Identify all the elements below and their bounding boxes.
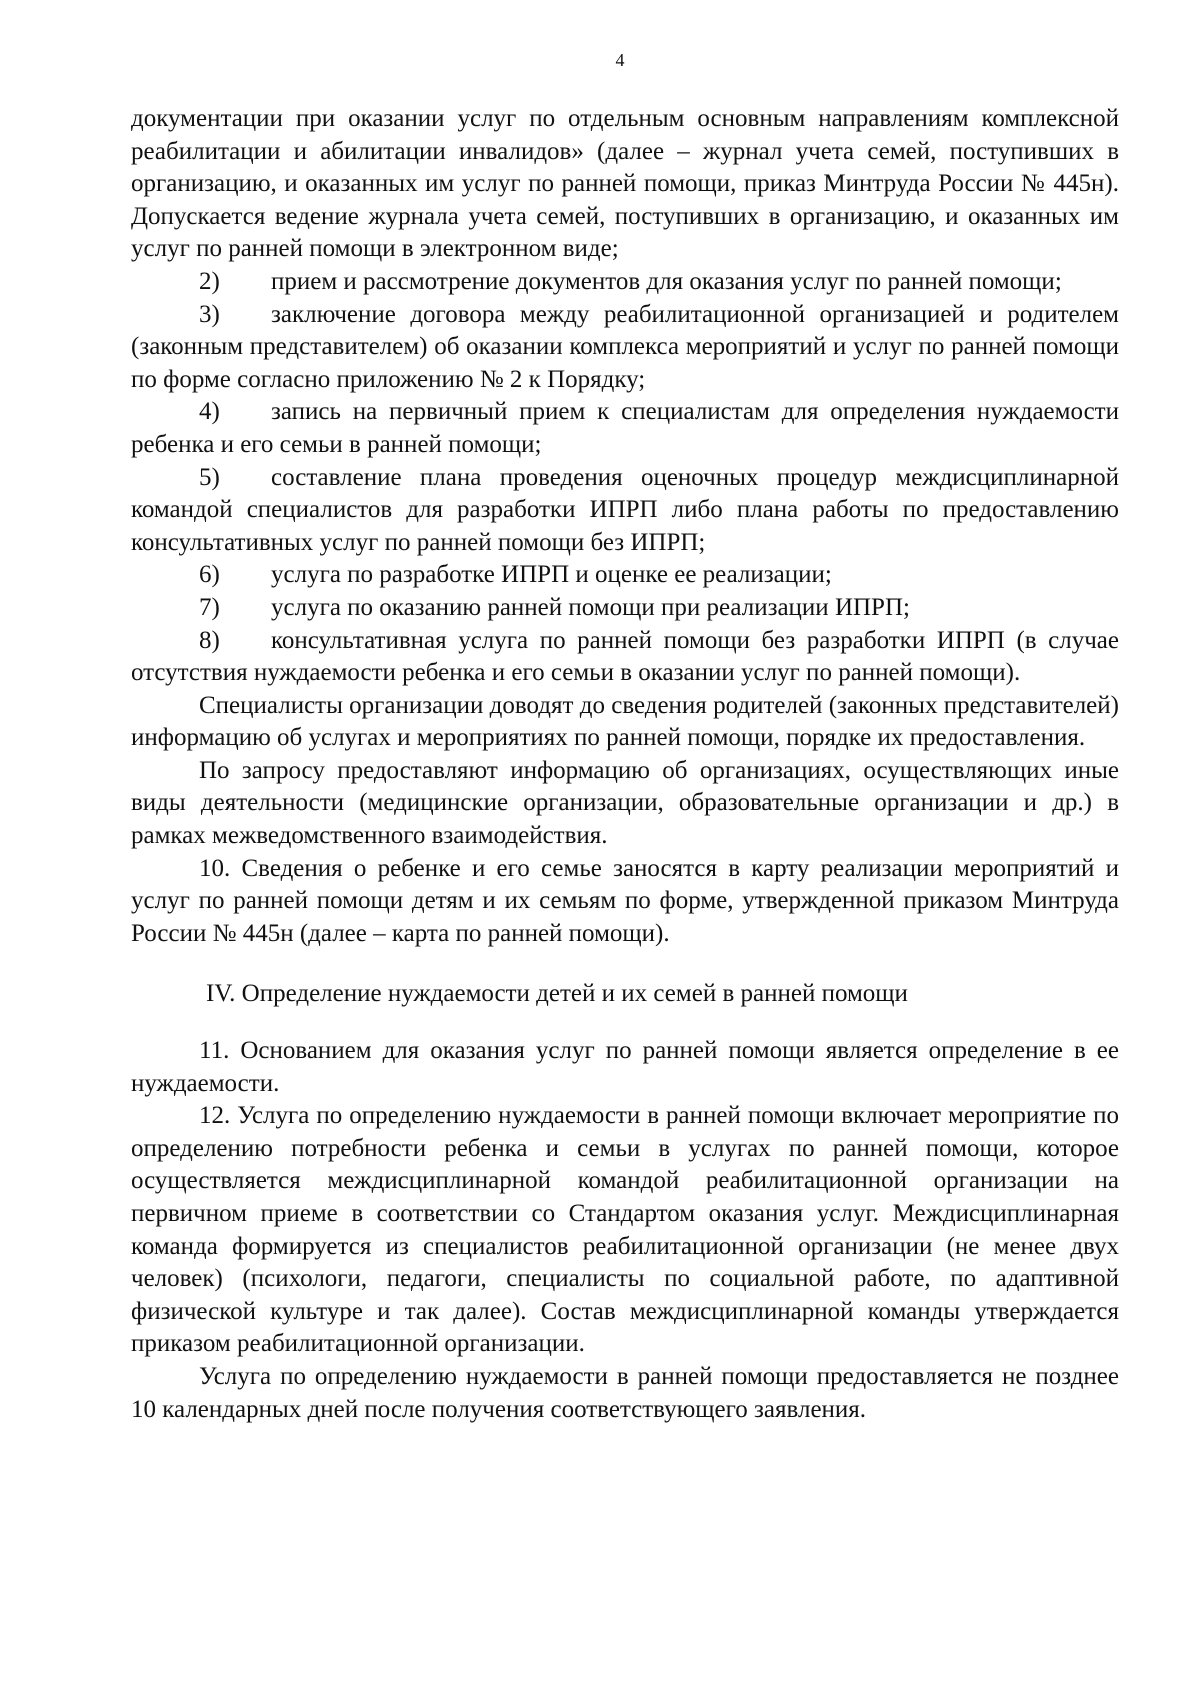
- list-item-text: заключение договора между реабилитационной организацией и родителем (законным представителем) об оказании комплекса мероприятий и услуг по ранней помощи по форме согласно приложению № 2 к Порядку;: [131, 300, 1119, 393]
- list-item-number: 6): [199, 561, 220, 589]
- document-body: [131, 103, 1119, 1426]
- list-item-text: запись на первичный прием к специалистам для определения нуждаемости ребенка и его семьи в ранней помощи;: [131, 398, 1119, 458]
- paragraph: Специалисты организации доводят до сведения родителей (законных представителей) информацию об услугах и мероприятиях по ранней помощи, порядке их предоставления.: [131, 691, 1119, 752]
- list-item: [131, 266, 1119, 299]
- list-item-number: 2): [199, 267, 220, 295]
- paragraph: По запросу предоставляют информацию об организациях, осуществляющих иные виды деятельности (медицинские организации, образовательные организации и др.) в рамках межведомственного взаимодействия.: [131, 756, 1119, 850]
- section-heading: IV. Определение нуждаемости детей и их семей в ранней помощи: [206, 980, 908, 1008]
- list-item: [131, 625, 1119, 690]
- list-item-number: 3): [199, 300, 220, 328]
- paragraph-continuation: документации при оказании услуг по отдельным основным направлениям комплексной реабилитации и абилитации инвалидов» (далее – журнал учета семей, поступивших в организацию, и оказанных им услуг по ранней помощи, приказ Минтруда России № 445н). Допускается ведение журнала учета семей, поступивших в организацию, и оказанных им услуг по ранней помощи в электронном виде;: [131, 105, 1119, 263]
- list-item: [131, 396, 1119, 461]
- list-item: [131, 559, 1119, 592]
- list-item-number: 4): [199, 398, 220, 426]
- list-item: [131, 299, 1119, 397]
- paragraph: 12. Услуга по определению нуждаемости в ранней помощи включает мероприятие по определению потребности ребенка и семьи в услугах по ранней помощи, которое осуществляется междисциплинарной командой реабилитационной организации на первичном приеме в соответствии со Стандартом оказания услуг. Междисциплинарная команда формируется из специалистов реабилитационной организации (не менее двух человек) (психологи, педагоги, специалисты по социальной работе, по адаптивной физической культуре и так далее). Состав междисциплинарной команды утверждается приказом реабилитационной организации.: [131, 1102, 1119, 1358]
- list-item-text: прием и рассмотрение документов для оказания услуг по ранней помощи;: [271, 267, 1062, 295]
- page-number: 4: [615, 50, 625, 70]
- paragraph: Услуга по определению нуждаемости в ранней помощи предоставляется не позднее 10 календарных дней после получения соответствующего заявления.: [131, 1362, 1119, 1423]
- list-item: [131, 462, 1119, 560]
- list-item-text: услуга по оказанию ранней помощи при реализации ИПРП;: [271, 593, 910, 621]
- list-item: [131, 592, 1119, 625]
- list-item-text: услуга по разработке ИПРП и оценке ее реализации;: [271, 561, 832, 589]
- list-item-text: консультативная услуга по ранней помощи без разработки ИПРП (в случае отсутствия нуждаемости ребенка и его семьи в оказании услуг по ранней помощи).: [131, 626, 1119, 687]
- list-item-number: 5): [199, 463, 220, 491]
- paragraph: 11. Основанием для оказания услуг по ранней помощи является определение в ее нуждаемости.: [131, 1037, 1119, 1097]
- paragraph: 10. Сведения о ребенке и его семье заносятся в карту реализации мероприятий и услуг по ранней помощи детям и их семьям по форме, утвержденной приказом Минтруда России № 445н (далее – карта по ранней помощи).: [131, 854, 1119, 947]
- list-item-number: 7): [199, 593, 220, 621]
- list-item-text: составление плана проведения оценочных процедур междисциплинарной командой специалистов для разработки ИПРП либо плана работы по предоставлению консультативных услуг по ранней помощи без ИПРП;: [131, 463, 1119, 556]
- list-item-number: 8): [199, 626, 220, 654]
